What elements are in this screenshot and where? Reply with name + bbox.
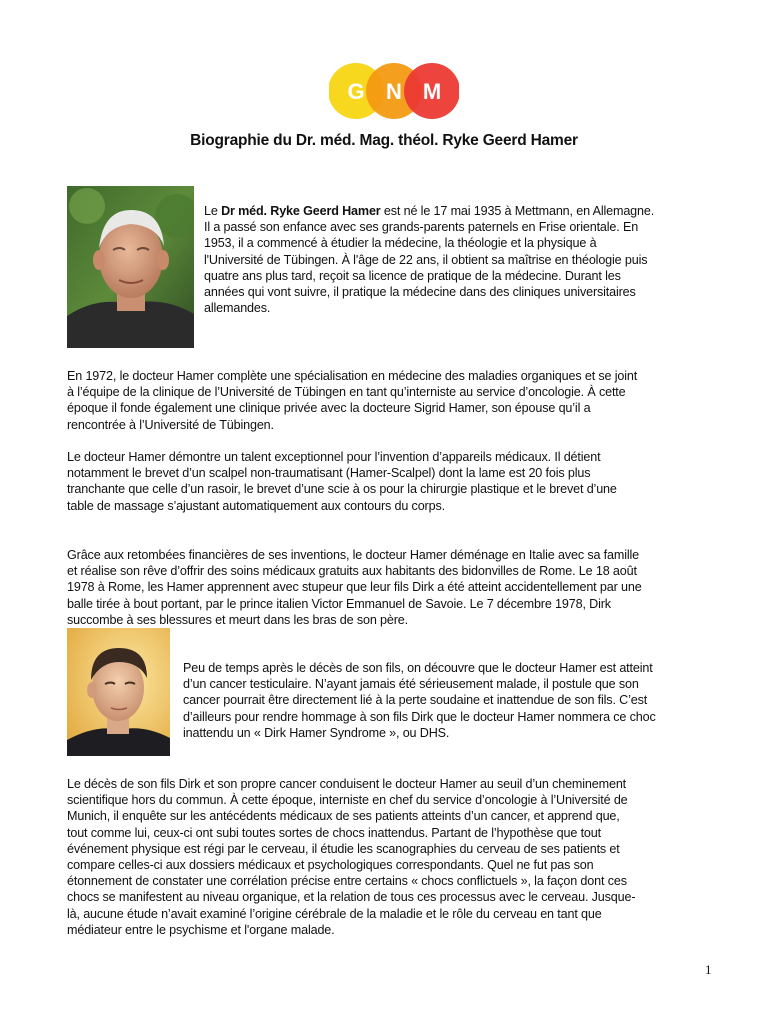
bio-paragraph-intro: Le Dr méd. Ryke Geerd Hamer est né le 17 mai 1935 à Mettmann, en Allemagne. Il a passé son enfance avec ses grands-parents paternels en Frise orientale. En 1953, il a commencé à étudier la médecine, la théologie et la physique à l'Université de Tübingen. À l'âge de 22 ans, il obtient sa maîtrise en théologie puis quatre ans plus tard, reçoit sa licence de pratique de la médecine. Durant les années qui vont suivre, il pratique la médecine dans des cliniques universitaires allemandes.	[204, 204, 655, 316]
bio-paragraph-inventions: Le docteur Hamer démontre un talent exceptionnel pour l’invention d’appareils médicaux. Il détient notamment le brevet d’un scalpel non-traumatisant (Hamer-Scalpel) dont la lame est 20 fois plus tranchante que celle d’un rasoir, le brevet d’une scie à os pour la chirurgie plastique et le brevet d’une table de massage s’ajustant automatiquement aux contours du corps.	[67, 450, 617, 513]
logo-letter-n: N	[386, 79, 402, 104]
page-number: 1	[705, 962, 712, 977]
bio-paragraph-dhs: Peu de temps après le décès de son fils, on découvre que le docteur Hamer est atteint d’un cancer testiculaire. N’ayant jamais été sérieusement malade, il postule que son cancer pourrait être directement lié à la perte soudaine et inattendue de son fils. C’est d’ailleurs pour rendre hommage à son fils Dirk que le docteur Hamer nommera ce choc inattendu un « Dirk Hamer Syndrome », ou DHS.	[183, 661, 656, 740]
gnm-logo	[329, 62, 459, 120]
bold-name: Dr méd. Ryke Geerd Hamer	[221, 204, 381, 218]
bio-paragraph-italy: Grâce aux retombées financières de ses inventions, le docteur Hamer déménage en Italie avec sa famille et réalise son rêve d’offrir des soins médicaux gratuits aux habitants des bidonvilles de Rome. Le 18 août 1978 à Rome, les Hamer apprennent avec stupeur que leur fils Dirk a été atteint accidentellement par une balle tirée à bout portant, par le prince italien Victor Emmanuel de Savoie. Le 7 décembre 1978, Dirk succombe à ses blessures et meurt dans les bras de son père.	[67, 548, 642, 627]
logo-letter-g: G	[347, 79, 365, 104]
bio-paragraph-1972: En 1972, le docteur Hamer complète une spécialisation en médecine des maladies organiques et se joint à l’équipe de la clinique de l’Université de Tübingen en tant qu’interniste au service d’oncologie. À cette époque il fonde également une clinique privée avec la docteure Sigrid Hamer, son épouse qu’il a rencontrée à l’Université de Tübingen.	[67, 369, 638, 432]
portrait-photo-hamer	[67, 186, 194, 348]
portrait-photo-dirk	[67, 628, 170, 756]
logo-letter-m: M	[422, 79, 442, 104]
page-title: Biographie du Dr. méd. Mag. théol. Ryke Geerd Hamer	[190, 132, 578, 149]
bio-paragraph-research: Le décès de son fils Dirk et son propre cancer conduisent le docteur Hamer au seuil d’un cheminement scientifique hors du commun. À cette époque, interniste en chef du service d’oncologie à l’Université de Munich, il enquête sur les antécédents médicaux de ses patients atteints d’un cancer, et apprend que, tout comme lui, ceux-ci ont subi toutes sortes de chocs inattendus. Partant de l’hypothèse que tout événement physique est régi par le cerveau, il étudie les scanographies du cerveau de ses patients et compare celles-ci aux dossiers médicaux et psychologiques correspondants. Quel ne fut pas son étonnement de constater une corrélation précise entre certains « chocs conflictuels », la façon dont ces chocs se manifestent au niveau organique, et la relation de tous ces processus avec le cerveau. Jusque- là, aucune étude n’avait examiné l’origine cérébrale de la maladie et le rôle du cerveau en tant que médiateur entre le psychisme et l'organe malade.	[67, 777, 636, 937]
